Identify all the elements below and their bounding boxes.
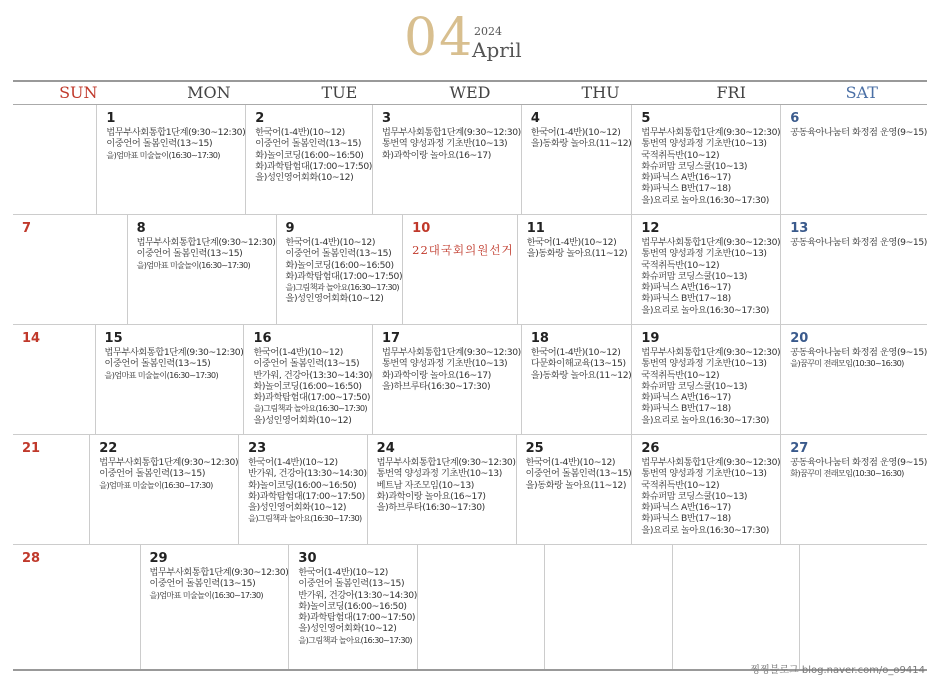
day-number: 20 [790,331,809,346]
event-item: 법무부사회통합1단계(9:30~12:30) [106,127,246,138]
event-item: 화)과학이랑 놀아요(16~17) [376,490,486,502]
day-cell [632,105,781,214]
day-number: 29 [149,551,168,566]
weekday-fri: FRI [716,83,746,102]
event-item: 화)파닉스 B반(17~18) [641,403,731,415]
event-item: 을)엄마표 미술놀이(16:30~17:30) [149,589,263,600]
event-item: 한국어(1-4반)(10~12) [248,457,338,468]
event-item: 통번역 양성과정 기초반(10~13) [641,358,767,370]
event-item: 을)동화랑 놀아요(11~12) [526,248,628,260]
event-item: 법무부사회통합1단계(9:30~12:30) [99,457,239,468]
event-item: 화)파닉스 A반(16~17) [641,392,731,404]
day-number: 6 [790,111,800,126]
event-item: 통번역 양성과정 기초반(10~13) [381,138,508,150]
event-item: 화)파닉스 B반(17~18) [641,293,731,305]
weekday-thu: THU [581,83,620,102]
event-item: 통번역 양성과정 기초반(10~13) [641,248,767,260]
event-item: 국적취득반(10~12) [641,369,720,381]
day-cell [373,325,522,434]
day-cell [373,105,522,214]
event-item: 화)과학탐험대(17:00~17:50) [298,612,416,624]
event-item: 통번역 양성과정 기초반(10~13) [641,468,767,480]
event-item: 공동육아나눔터 화정점 운영(9~15) [790,237,927,248]
calendar-week-row [13,435,927,545]
event-item: 베트남 자조모임(10~13) [376,479,474,491]
day-number: 27 [790,441,809,456]
day-cell [244,325,373,434]
day-cell [781,435,927,544]
day-number: 26 [641,441,660,456]
event-item: 화)파닉스 A반(16~17) [641,282,731,294]
event-item: 이중언어 돌봄인력(13~15) [253,358,360,370]
event-item: 을)그림책과 놀아요(16:30~17:30) [248,513,362,524]
event-item: 화)놀이코딩(16:00~16:50) [253,380,362,392]
day-number: 23 [248,441,267,456]
event-item: 을)엄마표 미술놀이(16:30~17:30) [104,369,218,380]
event-item: 을)하브루타(16:30~17:30) [376,502,485,514]
event-item: 을)동화랑 놀아요(11~12) [530,369,632,381]
day-cell [522,105,632,214]
event-item: 을)그림책과 놀아요(16:30~17:30) [298,634,412,645]
day-cell [141,545,290,669]
day-cell [545,545,673,669]
calendar-week-row [13,325,927,435]
day-cell [632,325,781,434]
event-item: 법무부사회통합1단계(9:30~12:30) [104,347,244,358]
day-number: 5 [641,111,651,126]
day-number [809,551,927,567]
day-cell [13,325,96,434]
event-item: 한국어(1-4반)(10~12) [525,457,616,468]
day-number: 4 [530,111,540,126]
day-cell [632,215,781,324]
event-item: 화)과학탐험대(17:00~17:50) [285,270,403,282]
day-number [682,551,800,567]
event-item: 한국어(1-4반)(10~12) [255,127,345,138]
day-cell [128,215,277,324]
event-item: 이중언어 돌봄인력(13~15) [106,138,213,150]
day-cell [522,325,632,434]
day-cell [517,435,633,544]
event-item: 화)놀이코딩(16:00~16:50) [248,479,357,491]
event-item: 공동육아나눔터 화정점 운영(9~15) [790,457,927,468]
event-item: 을)엄마표 미술놀이(16:30~17:30) [99,479,213,490]
event-item: 화)과학이랑 놀아요(16~17) [381,369,491,381]
day-number: 9 [285,221,295,236]
event-item: 을)요리로 놀아요(16:30~17:30) [641,414,769,426]
day-cell [418,545,546,669]
day-number: 30 [298,551,317,566]
day-number: 13 [790,221,809,236]
day-number [427,551,545,567]
event-item: 이중언어 돌봄인력(13~15) [99,468,206,480]
event-item: 법무부사회통합1단계(9:30~12:30) [381,127,521,138]
day-number: 12 [641,221,660,236]
event-item: 법무부사회통합1단계(9:30~12:30) [641,457,781,468]
day-number: 28 [22,551,41,566]
event-item: 화)파닉스 A반(16~17) [641,172,731,184]
event-item: 통번역 양성과정 기초반(10~13) [381,358,508,370]
month-number: 04 [404,8,475,68]
event-item: 통번역 양성과정 기초반(10~13) [641,138,767,150]
weekday-wed: WED [449,83,491,102]
event-item: 이중언어 돌봄인력(13~15) [104,358,211,370]
day-cell [13,435,90,544]
event-item: 화)과학탐험대(17:00~17:50) [255,160,372,172]
event-item: 반가워, 건강아(13:30~14:30) [253,369,372,381]
day-number: 19 [641,331,660,346]
event-item: 다문화이해교육(13~15) [530,358,626,370]
weekday-mon: MON [187,83,231,102]
event-item: 이중언어 돌봄인력(13~15) [149,578,256,590]
day-cell [277,215,404,324]
calendar-header [0,0,952,74]
day-number: 1 [106,111,116,126]
day-number: 10 [412,221,431,236]
day-cell [13,545,141,669]
event-item: 국적취득반(10~12) [641,149,720,161]
day-cell [781,215,927,324]
event-item: 을)엄마표 미술놀이(16:30~17:30) [136,259,251,270]
event-item: 화슈퍼맘 코딩스쿨(10~13) [641,380,748,392]
day-number: 15 [104,331,123,346]
event-item: 이중언어 돌봄인력(13~15) [298,578,405,590]
event-item: 한국어(1-4반)(10~12) [530,127,621,138]
event-item: 한국어(1-4반)(10~12) [285,237,376,248]
day-number [554,551,672,567]
year-label: 2024 [474,25,502,38]
event-item: 을)성인영어회화(10~12) [253,414,352,426]
weekday-sat: SAT [845,83,878,102]
day-number: 25 [525,441,544,456]
day-cell [90,435,239,544]
event-item: 화)파닉스 B반(17~18) [641,183,731,195]
day-cell [13,105,97,214]
day-cell [239,435,368,544]
day-number: 21 [22,441,41,456]
day-cell [781,105,927,214]
event-item: 을)엄마표 미술놀이(16:30~17:30) [106,149,220,160]
event-item: 국적취득반(10~12) [641,479,720,491]
day-cell [673,545,801,669]
event-item: 법무부사회통합1단계(9:30~12:30) [381,347,521,358]
event-item: 이중언어 돌봄인력(13~15) [285,248,392,260]
event-item: 을)성인영어회화(10~12) [248,502,347,514]
day-number: 16 [253,331,272,346]
event-item: 국적취득반(10~12) [641,259,720,271]
weekday-sun: SUN [59,83,98,102]
event-item: 한국어(1-4반)(10~12) [526,237,617,248]
calendar-weeks [13,105,927,671]
event-item: 을)성인영어회화(10~12) [285,293,384,305]
event-item: 통번역 양성과정 기초반(10~13) [376,468,502,480]
day-number: 17 [381,331,401,346]
day-cell [403,215,518,324]
blog-watermark: 찡찡블로그 blog.naver.com/o_o9414 [750,665,925,676]
day-cell [246,105,373,214]
event-item: 을)성인영어회화(10~12) [298,623,397,635]
event-item: 법무부사회통합1단계(9:30~12:30) [136,237,276,248]
event-item: 공동육아나눔터 화정점 운영(9~15) [790,347,927,358]
day-cell [13,215,128,324]
event-item: 을)그림책과 놀아요(16:30~17:30) [253,403,367,414]
weekday-tue: TUE [321,83,358,102]
event-item: 을)성인영어회화(10~12) [255,172,354,184]
calendar-week-row [13,105,927,215]
day-number: 11 [526,221,545,236]
day-cell [781,325,927,434]
day-cell [97,105,246,214]
day-number: 22 [99,441,118,456]
day-number: 24 [376,441,395,456]
day-number: 18 [530,331,549,346]
event-item: 이중언어 돌봄인력(13~15) [525,468,632,480]
event-item: 공동육아나눔터 화정점 운영(9~15) [790,127,927,138]
event-item: 을)하브루타(16:30~17:30) [381,380,491,392]
event-item: 한국어(1-4반)(10~12) [298,567,388,578]
day-cell [518,215,633,324]
event-item: 화)놀이코딩(16:00~16:50) [298,600,407,612]
event-item: 한국어(1-4반)(10~12) [530,347,621,358]
event-item: 법무부사회통합1단계(9:30~12:30) [641,127,781,138]
event-item: 을)꿈꾸미 전래모임(10:30~16:30) [790,358,904,369]
day-cell [289,545,418,669]
event-item: 을)동화랑 놀아요(11~12) [530,138,632,150]
event-item: 을)그림책과 놀아요(16:30~17:30) [285,282,399,293]
day-cell [800,545,927,669]
event-item: 화)과학탐험대(17:00~17:50) [253,392,371,404]
event-item: 화)파닉스 A반(16~17) [641,502,731,514]
event-item: 화)꿈꾸미 전래모임(10:30~16:30) [790,468,904,479]
calendar-week-row [13,545,927,671]
event-item: 법무부사회통합1단계(9:30~12:30) [641,347,781,358]
event-item: 화슈퍼맘 코딩스쿨(10~13) [641,490,748,502]
day-cell [632,435,781,544]
event-item: 화슈퍼맘 코딩스쿨(10~13) [641,160,748,172]
calendar-week-row [13,215,927,325]
event-item: 화슈퍼맘 코딩스쿨(10~13) [641,270,748,282]
calendar-grid [13,80,927,671]
event-item: 이중언어 돌봄인력(13~15) [136,248,243,260]
event-item: 한국어(1-4반)(10~12) [253,347,343,358]
holiday-label: 22대국회의원선거 [412,243,514,257]
event-item: 을)요리로 놀아요(16:30~17:30) [641,194,769,206]
event-item: 화)과학탐험대(17:00~17:50) [248,490,365,502]
event-item: 화)과학이랑 놀아요(16~17) [381,149,491,161]
event-item: 화)놀이코딩(16:00~16:50) [255,149,364,161]
month-name: April [472,38,522,62]
event-item: 을)동화랑 놀아요(11~12) [525,479,627,491]
event-item: 을)요리로 놀아요(16:30~17:30) [641,524,769,536]
event-item: 이중언어 돌봄인력(13~15) [255,138,362,150]
event-item: 법무부사회통합1단계(9:30~12:30) [149,567,289,578]
day-number: 2 [255,111,265,126]
day-number: 8 [136,221,146,236]
event-item: 반가워, 건강아(13:30~14:30) [298,589,417,601]
day-number: 14 [22,331,41,346]
day-number [22,111,96,127]
event-item: 반가워, 건강아(13:30~14:30) [248,468,367,480]
day-cell [368,435,517,544]
event-item: 을)요리로 놀아요(16:30~17:30) [641,304,769,316]
event-item: 화)파닉스 B반(17~18) [641,513,731,525]
day-number: 7 [22,221,32,236]
day-number: 3 [381,111,391,126]
weekday-header-row [13,80,927,105]
event-item: 화)놀이코딩(16:00~16:50) [285,259,394,271]
day-cell [96,325,245,434]
event-item: 법무부사회통합1단계(9:30~12:30) [376,457,516,468]
event-item: 법무부사회통합1단계(9:30~12:30) [641,237,781,248]
